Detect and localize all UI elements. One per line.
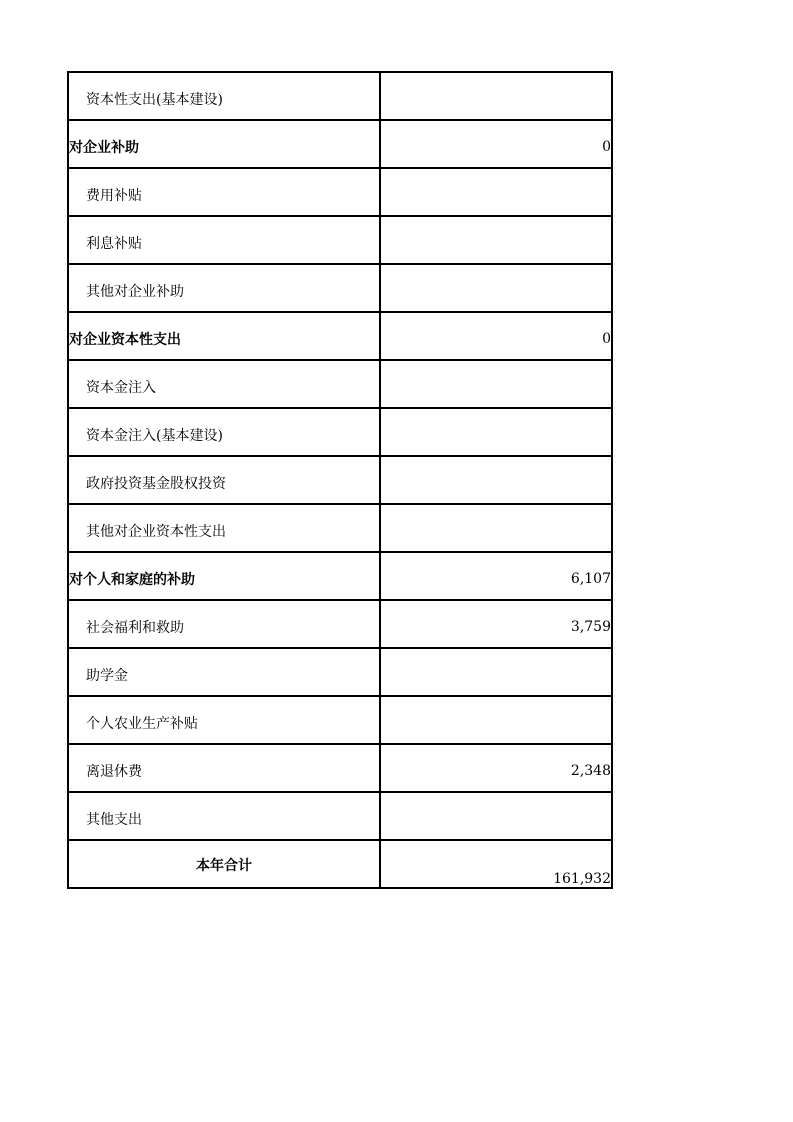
row-label-category: 对个人和家庭的补助 [69,553,381,599]
row-label: 资本金注入(基本建设) [69,409,381,455]
table-row [69,217,611,265]
row-label: 费用补贴 [69,169,381,215]
table-row [69,505,611,553]
row-label-category: 对企业资本性支出 [69,313,381,359]
table-row [69,361,611,409]
table-row [69,169,611,217]
expenditure-table [67,71,613,889]
table-row [69,457,611,505]
row-label: 资本金注入 [69,361,381,407]
row-value [381,649,611,695]
table-row [69,601,611,649]
row-value [381,73,611,119]
row-label: 离退休费 [69,745,381,791]
row-label: 资本性支出(基本建设) [69,73,381,119]
table-row [69,265,611,313]
row-value [381,409,611,455]
table-row [69,697,611,745]
table-row [69,121,611,169]
row-label-category: 对企业补助 [69,121,381,167]
table-row [69,73,611,121]
row-label: 利息补贴 [69,217,381,263]
table-row [69,313,611,361]
row-label: 其他对企业资本性支出 [69,505,381,551]
row-value [381,169,611,215]
row-value: 0 [602,331,611,347]
row-value: 6,107 [570,571,611,587]
row-value [381,217,611,263]
row-value [381,265,611,311]
table-row [69,793,611,841]
row-label: 其他支出 [69,793,381,839]
row-label: 社会福利和救助 [69,601,381,647]
row-value [381,793,611,839]
row-label: 政府投资基金股权投资 [69,457,381,503]
row-value [381,457,611,503]
row-label: 个人农业生产补贴 [69,697,381,743]
table-row [69,745,611,793]
row-value [381,361,611,407]
row-value [381,697,611,743]
row-value: 3,759 [570,619,611,635]
row-value: 2,348 [570,763,611,779]
table-row [69,409,611,457]
total-row [69,841,611,887]
row-label: 助学金 [69,649,381,695]
table-row [69,553,611,601]
row-value [381,505,611,551]
row-value: 0 [602,139,611,155]
total-value: 161,932 [553,871,611,887]
row-label: 其他对企业补助 [69,265,381,311]
total-label: 本年合计 [69,841,381,887]
table-row [69,649,611,697]
